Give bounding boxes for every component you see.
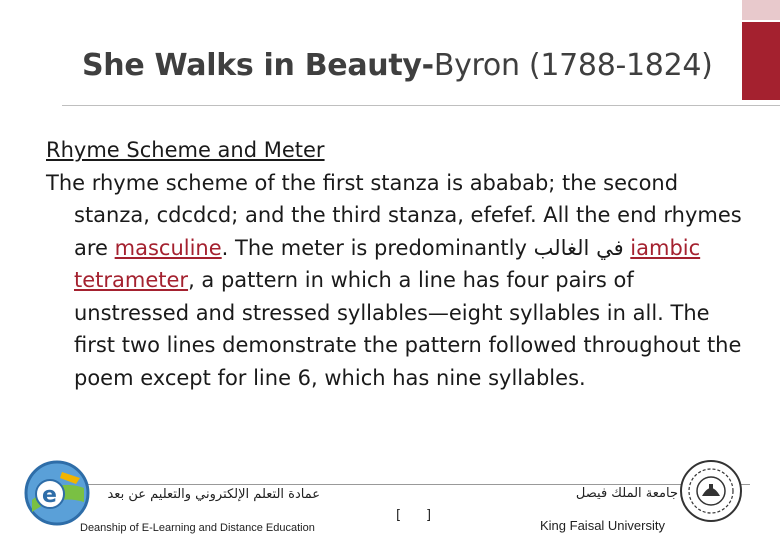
page-left-bracket: [ (396, 508, 402, 523)
page-right-bracket: ] (426, 508, 432, 523)
deanship-arabic: عمادة التعلم الإلكتروني والتعليم عن بعد (107, 487, 320, 502)
paragraph-part-1: The rhyme scheme of the first stanza is ababab; the second stanza, cdcdcd; and the third stanza, efefef. All the end rhymes are (46, 170, 742, 260)
title-divider (62, 105, 780, 106)
body-paragraph (46, 167, 746, 395)
slide-footer (0, 458, 780, 540)
arabic-gloss: في الغالب (533, 235, 624, 260)
masculine-link[interactable]: masculine (114, 235, 222, 260)
footer-divider (60, 484, 750, 485)
deanship-english: Deanship of E-Learning and Distance Education (80, 522, 315, 534)
svg-text:e: e (42, 483, 57, 508)
paragraph-part-4: , a pattern in which a line has four pairs of unstressed and stressed syllables—eight syllables in all. The first two lines demonstrate the pattern followed throughout the poem except for line 6, which has nine syllables. (74, 268, 742, 390)
accent-bar (742, 0, 780, 100)
university-seal-icon (678, 458, 744, 524)
paragraph-part-2: . The meter is predominantly (221, 235, 534, 260)
iambic-tetrameter-link[interactable]: iambic tetrameter (74, 235, 701, 292)
university-arabic: جامعة الملك فيصل (575, 486, 678, 501)
section-heading: Rhyme Scheme and Meter (46, 138, 325, 162)
e-learning-logo-icon (22, 458, 92, 528)
accent-bar-light (742, 0, 780, 20)
university-english: King Faisal University (540, 518, 665, 533)
title-bold: She Walks in Beauty- (82, 48, 434, 83)
accent-bar-dark (742, 22, 780, 100)
slide-title (82, 48, 742, 83)
title-rest: Byron (1788-1824) (433, 48, 713, 83)
slide-body (46, 134, 746, 394)
